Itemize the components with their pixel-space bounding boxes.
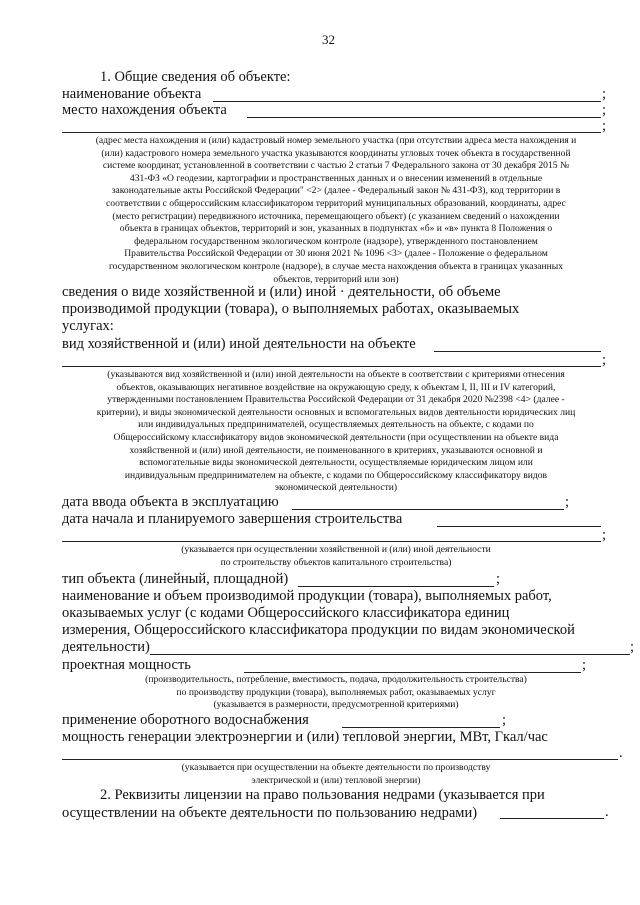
activity-type-label: вид хозяйственной и (или) иной деятельности на объекте	[62, 336, 416, 352]
semicolon: ;	[582, 657, 587, 673]
object-name-field[interactable]	[213, 101, 601, 102]
construction-dates-label: дата начала и планируемого завершения строительства	[62, 511, 403, 527]
semicolon: ;	[602, 352, 607, 368]
semicolon: ;	[630, 639, 635, 655]
object-location-field[interactable]	[247, 117, 601, 118]
section-2-text: 2. Реквизиты лицензии на право пользования недрами (указывается при осуществлении на объекте деятельности по пользованию недрами)	[62, 787, 545, 821]
production-field[interactable]	[150, 654, 630, 655]
power-note: (указывается при осуществлении на объекте деятельности по производству электрической и (или) тепловой энергии)	[181, 762, 491, 786]
activity-info-text: сведения о виде хозяйственной и (или) иной · деятельности, об объеме производимой продукции (товара), о выполняемых работах, оказываемых услугах:	[62, 284, 520, 334]
section-1-heading: 1. Общие сведения об объекте:	[100, 69, 291, 85]
object-location-label: место нахождения объекта	[62, 102, 227, 118]
commissioning-date-field[interactable]	[292, 509, 564, 510]
activity-type-field-2[interactable]	[62, 366, 601, 367]
period: .	[619, 745, 623, 761]
activity-type-field[interactable]	[434, 351, 601, 352]
power-generation-label: мощность генерации электроэнергии и (или) тепловой энергии, МВт, Гкал/час	[62, 729, 548, 745]
production-text: наименование и объем производимой продукции (товара), выполняемых работ, оказываемых услуг (с кодами Общероссийского классификатора единиц измерения, Общероссийского классификатора продукции по видам экономической	[62, 588, 575, 638]
object-type-label: тип объекта (линейный, площадной)	[62, 571, 289, 587]
license-field[interactable]	[500, 818, 604, 819]
semicolon: ;	[565, 494, 570, 510]
commissioning-date-label: дата ввода объекта в эксплуатацию	[62, 494, 279, 510]
capacity-note: (производительность, потребление, вместимость, подача, продолжительность строительства) по производству продукции (товара), выполняемых работ, оказываемых услуг (указывается в размерности, предусмотренной критериями)	[145, 674, 527, 711]
semicolon: ;	[502, 712, 507, 728]
location-note: (адрес места нахождения и (или) кадастровый номер земельного участка (при отсутствии адреса места нахождения и (или) кадастрового номера земельного участка указываются координаты угловых точек объекта в государственной системе координат, установленной в соответствии с частью 2 статьи 7 Федерального закона от 30 декабря 2015 № 431-ФЗ «О геодезии, картографии и пространственных данных и о внесении изменений в отдельные законодательные акты Российской Федерации" <2> (далее - Федеральный закон № 431-ФЗ), код территории в соответствии с общероссийским классификатором территорий муниципальных образований, координаты, адрес (место регистрации) передвижного источника, перемещающего объект) (с указанием сведений о нахождении объекта в границах объектов, территорий и зон, указанных в подпунктах «б» и «в» пункта 8 Положения о федеральном государственном экологическом контроле (надзоре), утвержденного постановлением Правительства Российской Федерации от 30 июня 2021 № 1096 <3> (далее - Положение о федеральном государственном экологическом контроле (надзоре), в случае места нахождения объекта в границах указанных объектов, территорий или зон)	[95, 135, 577, 285]
construction-dates-field-2[interactable]	[62, 541, 601, 542]
design-capacity-label: проектная мощность	[62, 657, 191, 673]
object-type-field[interactable]	[298, 586, 494, 587]
semicolon: ;	[496, 571, 501, 587]
semicolon: ;	[602, 102, 607, 118]
recycled-water-field[interactable]	[342, 727, 500, 728]
period: .	[605, 804, 609, 820]
recycled-water-label: применение оборотного водоснабжения	[62, 712, 309, 728]
construction-dates-field[interactable]	[437, 526, 601, 527]
semicolon: ;	[602, 527, 607, 543]
object-name-label: наименование объекта	[62, 86, 202, 102]
power-generation-field[interactable]	[62, 759, 618, 760]
semicolon: ;	[602, 118, 607, 134]
activity-note: (указываются вид хозяйственной и (или) иной деятельности на объекте в соответствии с критериями отнесения объектов, оказывающих негативное воздействие на окружающую среду, к объектам I, II, III и IV категорий, утвержденными постановлением Правительства Российской Федерации от 31 декабря 2020 №2398 <4> (далее - критерии), и виды экономической деятельности основных и вспомогательных видов деятельности юридических лиц или индивидуальных предпринимателей, осуществляемых деятельность на объекте, с кодами по Общероссийскому классификатору видов экономической деятельности (при осуществлении на объекте вида хозяйственной и (или) иной деятельности, не поименованного в критериях, указываются основной и вспомогательные виды экономической деятельности, осуществляемые юридическим лицом или индивидуальным предпринимателем на объекте, с кодами по Общероссийскому классификатору видов экономической деятельности)	[96, 369, 576, 494]
semicolon: ;	[602, 86, 607, 102]
construction-note: (указывается при осуществлении хозяйственной и (или) иной деятельности по строительству объектов капитального строительства)	[181, 544, 491, 568]
design-capacity-field[interactable]	[244, 672, 581, 673]
object-location-field-2[interactable]	[62, 132, 601, 133]
page-number: 32	[322, 32, 335, 47]
production-last-line: деятельности)	[62, 639, 150, 655]
